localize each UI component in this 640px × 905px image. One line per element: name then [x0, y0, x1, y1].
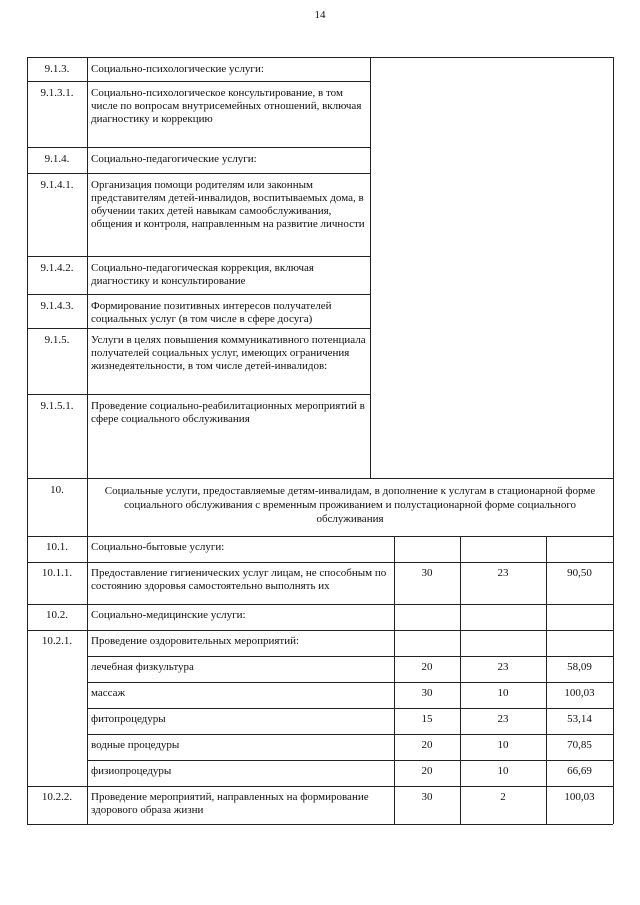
- table-rule: [27, 294, 370, 295]
- row-value-3: 58,09: [567, 661, 592, 673]
- row-code: 9.1.4.1.: [40, 179, 74, 191]
- table-rule: [27, 604, 613, 605]
- row-text: Социально-психологическое консультирование, в том числе по вопросам внутрисемейных отношений, включая диагностику и коррекцию: [91, 87, 362, 125]
- row-value-1: 15: [421, 713, 433, 725]
- table-rule: [27, 81, 370, 82]
- table-rule: [87, 656, 613, 657]
- row-value-3: 70,85: [567, 739, 592, 751]
- table-rule: [27, 786, 613, 787]
- row-value-3: 66,69: [567, 765, 592, 777]
- row-value-2: 23: [497, 661, 509, 673]
- table-rule: [460, 536, 461, 824]
- row-value-1: 20: [421, 765, 433, 777]
- row-value-1: 30: [421, 687, 433, 699]
- row-code: 9.1.3.: [44, 63, 70, 75]
- table-rule: [27, 147, 370, 148]
- table-rule: [27, 630, 613, 631]
- table-rule: [613, 478, 614, 536]
- row-value-2: 23: [497, 567, 509, 579]
- table-rule: [87, 478, 88, 536]
- row-text: Услуги в целях повышения коммуникативного потенциала получателей социальных услуг, имеющих ограничения жизнедеятельности, в том числе детей-инвалидов:: [91, 334, 366, 372]
- row-text: Проведение социально-реабилитационных мероприятий в сфере социального обслуживания: [91, 400, 365, 425]
- table-rule: [370, 57, 371, 478]
- row-value-2: 10: [497, 739, 509, 751]
- table-rule: [27, 256, 370, 257]
- row-value-1: 30: [421, 791, 433, 803]
- table-rule: [27, 394, 370, 395]
- table-rule: [394, 536, 395, 824]
- section-title: Социальные услуги, предоставляемые детям-инвалидам, в дополнение к услугам в стационарной форме социального обслуживания с временным проживанием и полустационарной форме социального обслуживания: [104, 485, 596, 525]
- row-value-2: 10: [497, 687, 509, 699]
- table-rule: [27, 478, 613, 479]
- table-rule: [87, 536, 88, 824]
- table-rule: [27, 536, 613, 537]
- row-value-3: 53,14: [567, 713, 592, 725]
- row-code: 9.1.5.1.: [40, 400, 74, 412]
- table-rule: [546, 536, 547, 824]
- row-code: 9.1.5.: [44, 334, 70, 346]
- row-text: лечебная физкультура: [91, 661, 194, 673]
- row-text: Формирование позитивных интересов получателей социальных услуг (в том числе в сфере досуга): [91, 300, 332, 325]
- row-code: 10.1.: [46, 541, 68, 553]
- table-rule: [27, 173, 370, 174]
- row-text: Социально-педагогическая коррекция, включая диагностику и консультирование: [91, 262, 314, 287]
- table-rule: [613, 536, 614, 824]
- row-value-2: 2: [500, 791, 506, 803]
- table-rule: [87, 682, 613, 683]
- row-text: Проведение мероприятий, направленных на формирование здорового образа жизни: [91, 791, 369, 816]
- row-value-3: 90,50: [567, 567, 592, 579]
- table-rule: [27, 562, 613, 563]
- row-text: водные процедуры: [91, 739, 180, 751]
- row-code: 9.1.4.2.: [40, 262, 74, 274]
- row-value-2: 10: [497, 765, 509, 777]
- row-text: Предоставление гигиенических услуг лицам, не способным по состоянию здоровья самостоятельно выполнять их: [91, 567, 387, 592]
- table-rule: [87, 734, 613, 735]
- page-number: 14: [314, 9, 326, 21]
- row-text: Проведение оздоровительных мероприятий:: [91, 635, 300, 647]
- row-code: 10.1.1.: [41, 567, 73, 579]
- row-value-2: 23: [497, 713, 509, 725]
- section-code: 10.: [50, 484, 64, 496]
- row-value-1: 20: [421, 661, 433, 673]
- row-text: Организация помощи родителям или законным представителям детей-инвалидов, воспитываемых дома, в обучении таких детей навыкам самообслуживания, общения и контроля, направленным на развитие личности: [91, 179, 365, 230]
- row-value-1: 30: [421, 567, 433, 579]
- row-value-3: 100,03: [564, 687, 595, 699]
- table-rule: [87, 760, 613, 761]
- row-text: фитопроцедуры: [91, 713, 166, 725]
- table-rule: [27, 536, 28, 824]
- row-text: Социально-психологические услуги:: [91, 63, 264, 75]
- table-rule: [27, 478, 28, 536]
- row-value-1: 20: [421, 739, 433, 751]
- row-code: 9.1.3.1.: [40, 87, 74, 99]
- table-rule: [87, 57, 88, 478]
- row-code: 10.2.1.: [41, 635, 73, 647]
- table-rule: [27, 328, 370, 329]
- row-value-3: 100,03: [564, 791, 595, 803]
- row-text: физиопроцедуры: [91, 765, 172, 777]
- row-text: массаж: [91, 687, 126, 699]
- table-rule: [613, 57, 614, 478]
- table-rule: [27, 57, 613, 58]
- row-text: Социально-медицинские услуги:: [91, 609, 246, 621]
- row-code: 9.1.4.3.: [40, 300, 74, 312]
- table-rule: [27, 824, 613, 825]
- row-text: Социально-педагогические услуги:: [91, 153, 257, 165]
- table-rule: [87, 708, 613, 709]
- row-code: 10.2.: [46, 609, 68, 621]
- table-rule: [27, 57, 28, 478]
- row-text: Социально-бытовые услуги:: [91, 541, 225, 553]
- row-code: 10.2.2.: [41, 791, 73, 803]
- row-code: 9.1.4.: [44, 153, 70, 165]
